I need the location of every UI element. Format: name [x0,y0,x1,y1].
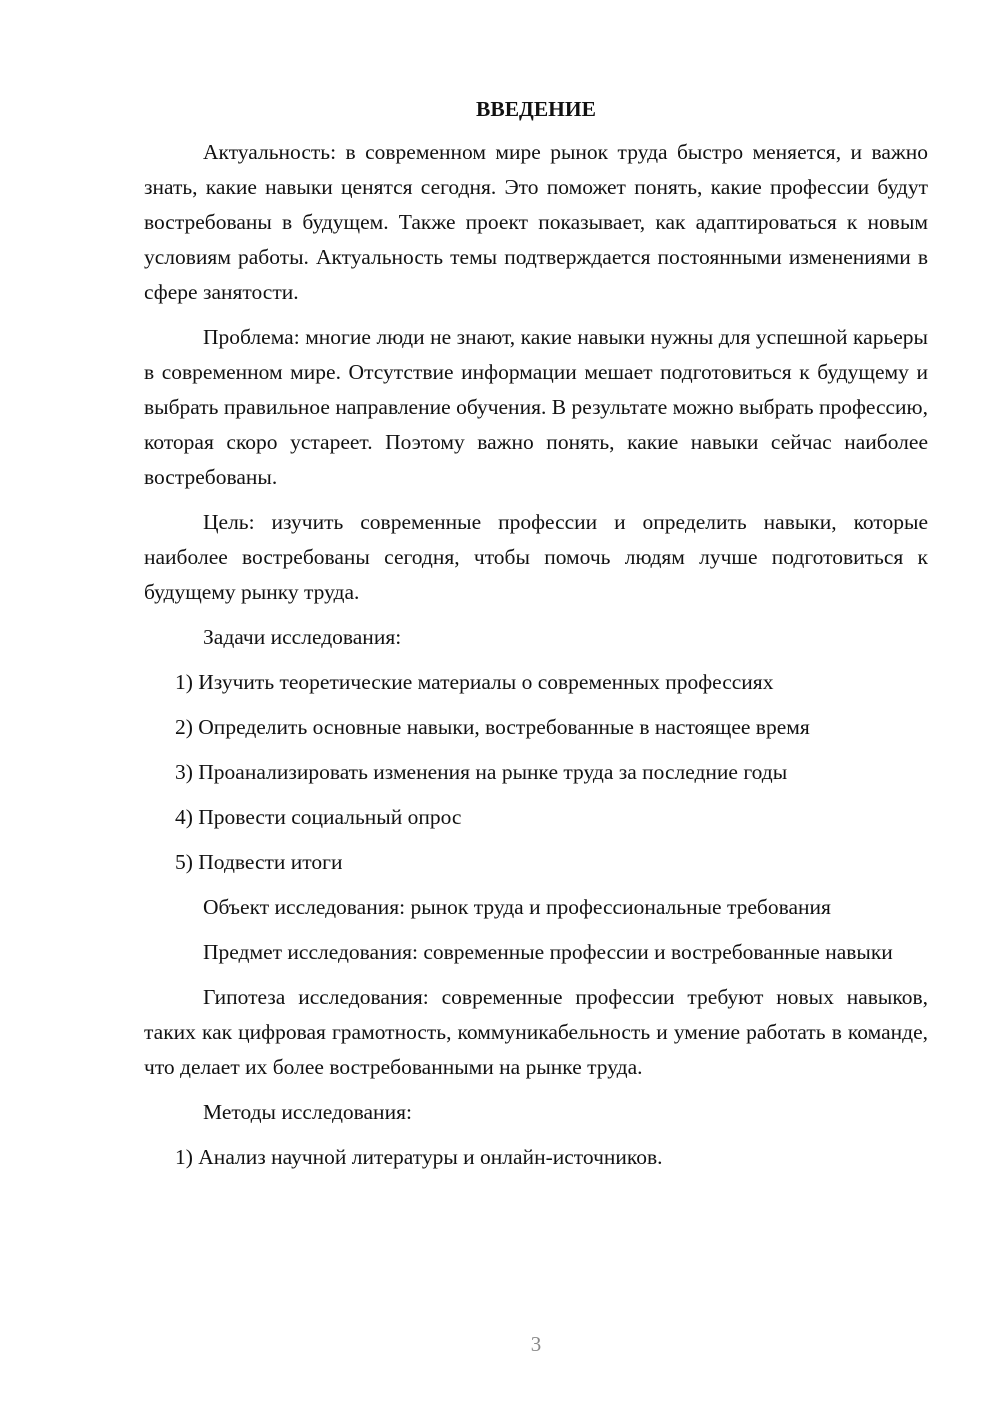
task-item: 3) Проанализировать изменения на рынке труда за последние годы [175,760,788,784]
hypothesis-paragraph: Гипотеза исследования: современные профессии требуют новых навыков, таких как цифровая грамотность, коммуникабельность и умение работать в команде, что делает их более востребованными на рынке труда. [144,985,928,1079]
methods-list [144,1140,928,1175]
tasks-heading: Задачи исследования: [203,625,402,649]
task-item: 4) Провести социальный опрос [175,805,462,829]
relevance-paragraph: Актуальность: в современном мире рынок труда быстро меняется, и важно знать, какие навыки ценятся сегодня. Это поможет понять, какие профессии будут востребованы в будущем. Также проект показывает, как адаптироваться к новым условиям работы. Актуальность темы подтверждается постоянными изменениями в сфере занятости. [144,140,928,304]
page-number: 3 [530,1332,542,1356]
task-item: 5) Подвести итоги [175,850,343,874]
task-item: 2) Определить основные навыки, востребованные в настоящее время [175,715,810,739]
subject-paragraph: Предмет исследования: современные профессии и востребованные навыки [203,940,893,964]
method-item: 1) Анализ научной литературы и онлайн-источников. [175,1145,663,1169]
task-item: 1) Изучить теоретические материалы о современных профессиях [175,670,774,694]
section-title: ВВЕДЕНИЕ [476,97,596,121]
problem-paragraph: Проблема: многие люди не знают, какие навыки нужны для успешной карьеры в современном мире. Отсутствие информации мешает подготовиться к будущему и выбрать правильное направление обучения. В результате можно выбрать профессию, которая скоро устареет. Поэтому важно понять, какие навыки сейчас наиболее востребованы. [144,325,928,489]
methods-heading: Методы исследования: [203,1100,412,1124]
goal-paragraph: Цель: изучить современные профессии и определить навыки, которые наиболее востребованы сегодня, чтобы помочь людям лучше подготовиться к будущему рынку труда. [144,510,928,604]
tasks-list [144,665,928,880]
document-body [144,92,928,1185]
object-paragraph: Объект исследования: рынок труда и профессиональные требования [203,895,831,919]
